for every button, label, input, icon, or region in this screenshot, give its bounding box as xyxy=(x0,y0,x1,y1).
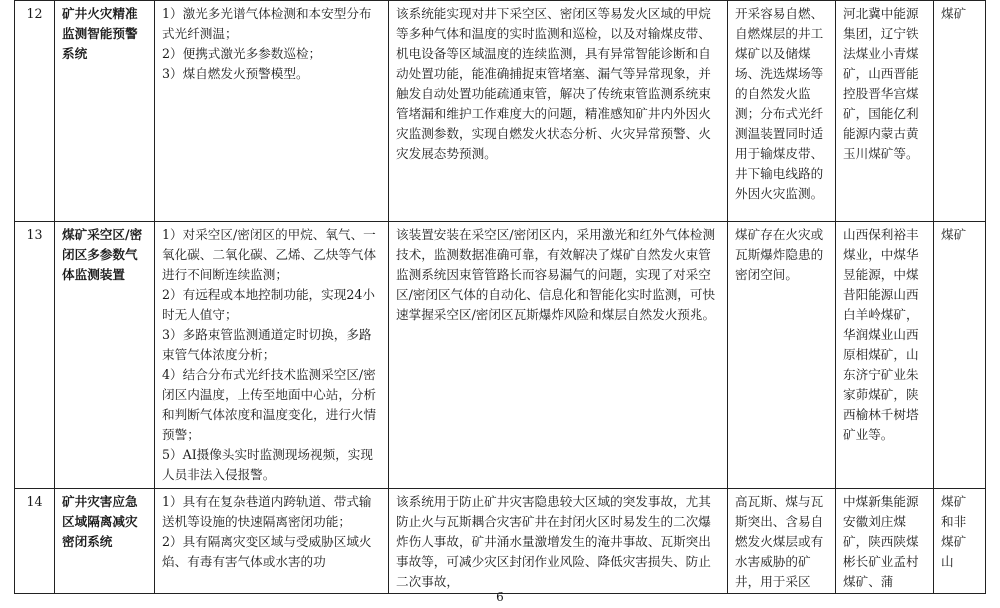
function-item: 3）煤自燃发火预警模型。 xyxy=(162,66,309,81)
function-item: 2）便携式激光多参数巡检； xyxy=(162,46,322,61)
function-item: 3）多路束管监测通道定时切换，多路束管气体浓度分析； xyxy=(162,327,372,362)
function-item: 1）对采空区/密闭区的甲烷、氧气、一氧化碳、二氧化碳、乙烯、乙炔等气体进行不间断连续监测； xyxy=(162,227,377,282)
function-item: 1）激光多光谱气体检测和本安型分布式光纤测温； xyxy=(162,6,372,41)
functions-cell xyxy=(155,222,389,489)
function-item: 5）AI摄像头实时监测现场视频，实现人员非法入侵报警。 xyxy=(162,447,373,482)
mine-type-cell: 煤矿 xyxy=(934,1,986,222)
function-item: 4）结合分布式光纤技术监测采空区/密闭区内温度，上传至地面中心站，分析和判断气体浓度和温度变化，进行火情预警； xyxy=(162,367,377,442)
table-row xyxy=(15,1,986,222)
table-row xyxy=(15,222,986,489)
description-cell: 该装置安装在采空区/密闭区内，采用激光和红外气体检测技术，监测数据准确可靠，有效解决了煤矿自然发火束管监测系统因束管管路长而容易漏气的问题，实现了对采空区/密闭区气体的自动化、信息化和智能化实时监测，可快速掌握采空区/密闭区瓦斯爆炸风险和煤层自然发火预兆。 xyxy=(389,222,728,489)
users-cell: 河北冀中能源集团，辽宁铁法煤业小青煤矿，山西晋能控股晋华宫煤矿，国能亿利能源内蒙古黄玉川煤矿等。 xyxy=(836,1,934,222)
function-item: 1）具有在复杂巷道内跨轨道、带式输送机等设施的快速隔离密闭功能； xyxy=(162,494,372,529)
system-name: 煤矿采空区/密闭区多参数气体监测装置 xyxy=(55,222,155,489)
mine-type-cell: 煤矿和非煤矿山 xyxy=(934,489,986,594)
users-text: 中煤新集能源安徽刘庄煤矿，陕西陕煤彬长矿业孟村煤矿、蒲 xyxy=(843,494,919,589)
function-item: 2）有远程或本地控制功能，实现24小时无人值守； xyxy=(162,287,375,322)
scenario-cell: 煤矿存在火灾或瓦斯爆炸隐患的密闭空间。 xyxy=(728,222,836,489)
mine-type-cell: 煤矿 xyxy=(934,222,986,489)
functions-cell xyxy=(155,489,389,594)
row-number: 13 xyxy=(15,222,55,489)
description-cell xyxy=(389,489,728,594)
row-number: 12 xyxy=(15,1,55,222)
users-cell xyxy=(836,489,934,594)
scenario-text: 高瓦斯、煤与瓦斯突出、含易自燃发火煤层或有水害威胁的矿井，用于采区 xyxy=(735,494,824,589)
table-row xyxy=(15,489,986,594)
equipment-table xyxy=(14,0,986,594)
system-name: 矿井火灾精准监测智能预警系统 xyxy=(55,1,155,222)
system-name: 矿井灾害应急区域隔离减灾密闭系统 xyxy=(55,489,155,594)
function-item: 2）具有隔离灾变区域与受威胁区域火焰、有毒有害气体或水害的功 xyxy=(162,534,372,569)
users-cell: 山西保利裕丰煤业，中煤华昱能源，中煤昔阳能源山西白羊岭煤矿，华润煤业山西原相煤矿，山东济宁矿业朱家茆煤矿，陕西榆林千树塔矿业等。 xyxy=(836,222,934,489)
description-text: 该系统用于防止矿井灾害隐患较大区域的突发事故，尤其防止火与瓦斯耦合灾害矿井在封闭火区时易发生的二次爆炸伤人事故，矿井涌水量激增发生的淹井事故、瓦斯突出事故等，可减少灾区封闭作业风险、降低灾害损失、防止二次事故， xyxy=(396,494,711,589)
description-cell: 该系统能实现对井下采空区、密闭区等易发火区域的甲烷等多种气体和温度的实时监测和巡检，以及对输煤皮带、机电设备等区域温度的连续监测，具有异常智能诊断和自动处置功能，能准确捕捉束管堵塞、漏气等异常现象，并触发自动处置功能疏通束管，解决了传统束管监测系统束管堵漏和维护工作难度大的问题，精准感知矿井内外因火灾监测参数，实现自燃发火状态分析、火灾异常预警、火灾发展态势预测。 xyxy=(389,1,728,222)
page-number: 6 xyxy=(496,590,504,604)
scenario-cell xyxy=(728,489,836,594)
row-number: 14 xyxy=(15,489,55,594)
scenario-cell: 开采容易自燃、自燃煤层的井工煤矿以及储煤场、洗选煤场等的自然发火监测；分布式光纤测温装置同时适用于输煤皮带、井下输电线路的外因火灾监测。 xyxy=(728,1,836,222)
functions-cell xyxy=(155,1,389,222)
